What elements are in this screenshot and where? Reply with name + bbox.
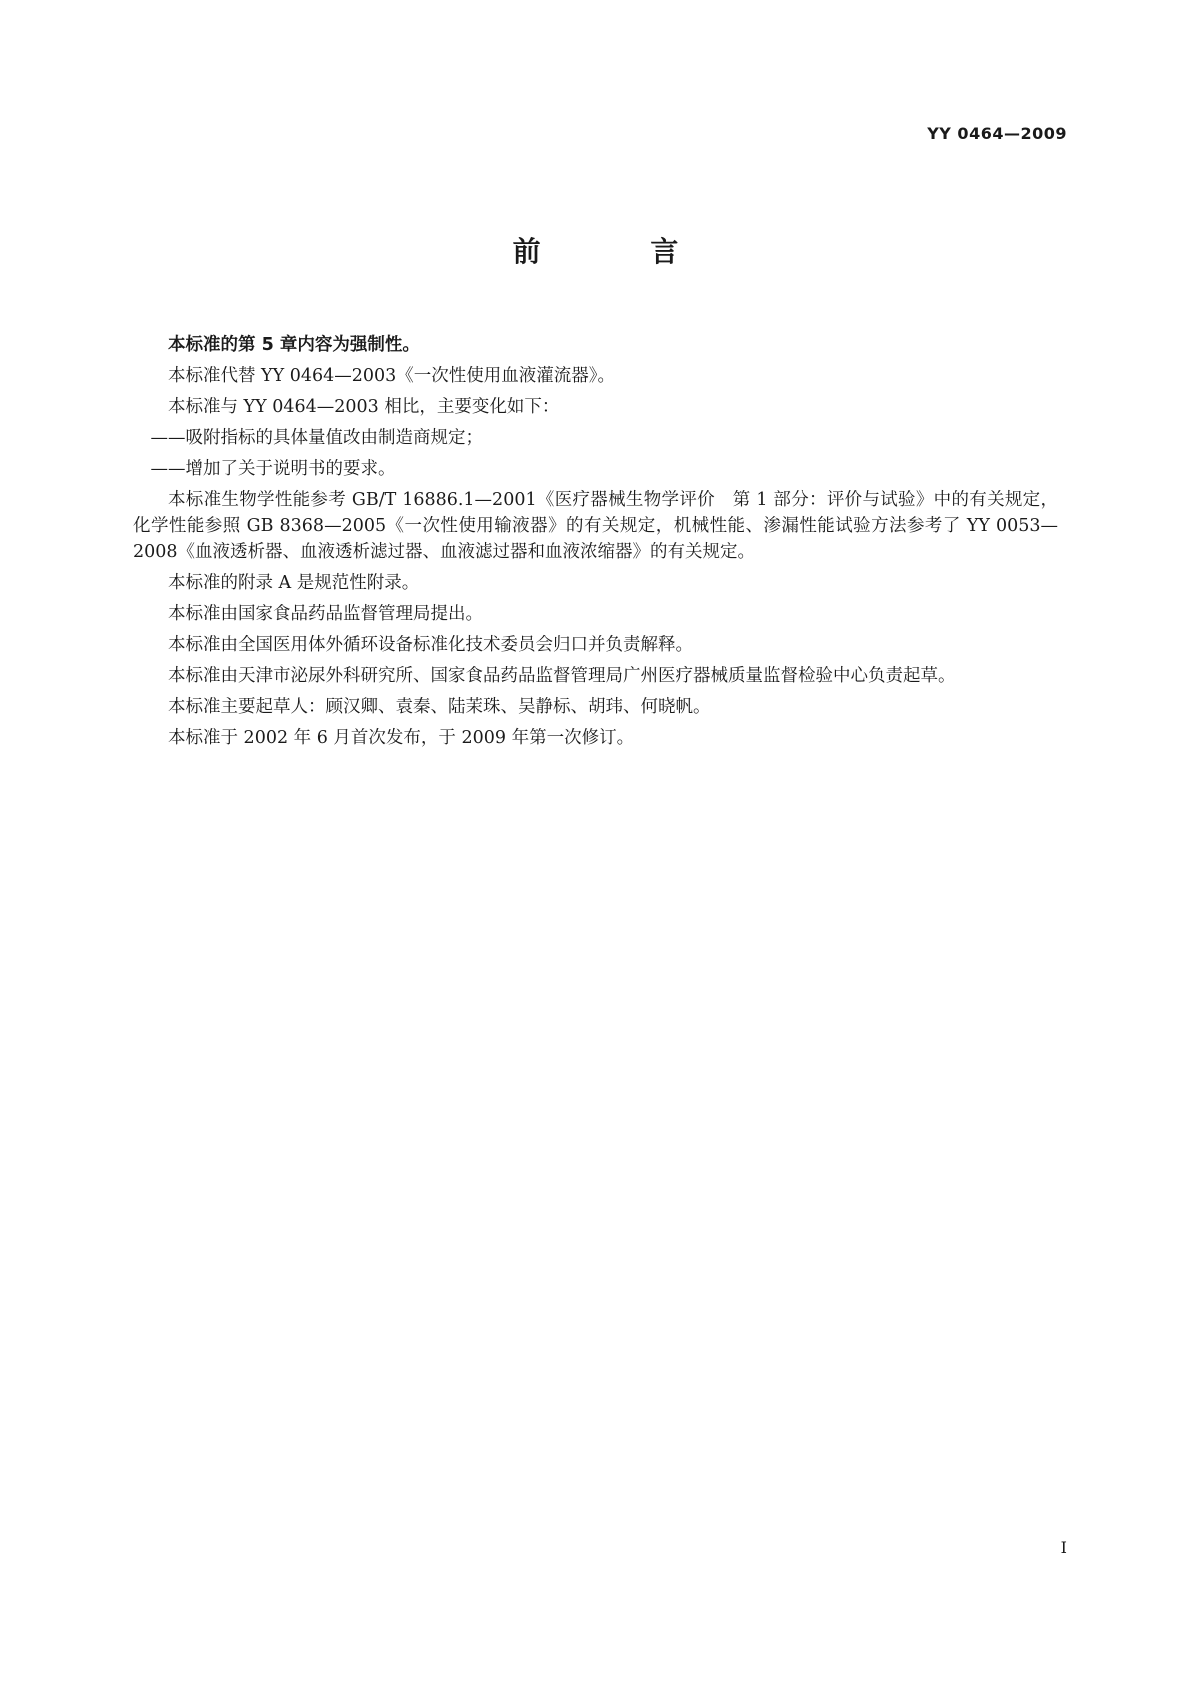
paragraph-annex: 本标准的附录 A 是规范性附录。 [168, 573, 420, 593]
paragraph-proposed-by: 本标准由国家食品药品监督管理局提出。 [168, 604, 483, 624]
paragraph-drafted-by: 本标准由天津市泌尿外科研究所、国家食品药品监督管理局广州医疗器械质量监督检验中心负责起草。 [168, 666, 956, 686]
paragraph-changes-intro: 本标准与 YY 0464—2003 相比，主要变化如下： [168, 397, 560, 417]
mandatory-statement: 本标准的第 5 章内容为强制性。 [168, 335, 420, 355]
page-number: I [1060, 1538, 1067, 1557]
paragraph-replaces: 本标准代替 YY 0464—2003《一次性使用血液灌流器》。 [168, 366, 616, 386]
page-title: 前 言 [512, 235, 729, 268]
paragraph-drafters: 本标准主要起草人：顾汉卿、袁秦、陆茉珠、吴静标、胡玮、何晓帆。 [168, 697, 711, 717]
change-item-2: ——增加了关于说明书的要求。 [150, 459, 396, 479]
foreword-body [133, 332, 1058, 756]
change-item-1: ——吸附指标的具体量值改由制造商规定； [150, 428, 483, 448]
standard-code: YY 0464—2009 [927, 124, 1067, 143]
paragraph-history: 本标准于 2002 年 6 月首次发布，于 2009 年第一次修订。 [168, 728, 635, 748]
paragraph-managed-by: 本标准由全国医用体外循环设备标准化技术委员会归口并负责解释。 [168, 635, 693, 655]
paragraph-references: 本标准生物学性能参考 GB/T 16886.1—2001《医疗器械生物学评价 第 1 部分：评价与试验》中的有关规定，化学性能参照 GB 8368—2005《一次性使用输液器》的有关规定，机械性能、渗漏性能试验方法参考了 YY 0053—2008《血液透析器、血液透析滤过器、血液滤过器和血液浓缩器》的有关规定。 [133, 490, 1058, 562]
